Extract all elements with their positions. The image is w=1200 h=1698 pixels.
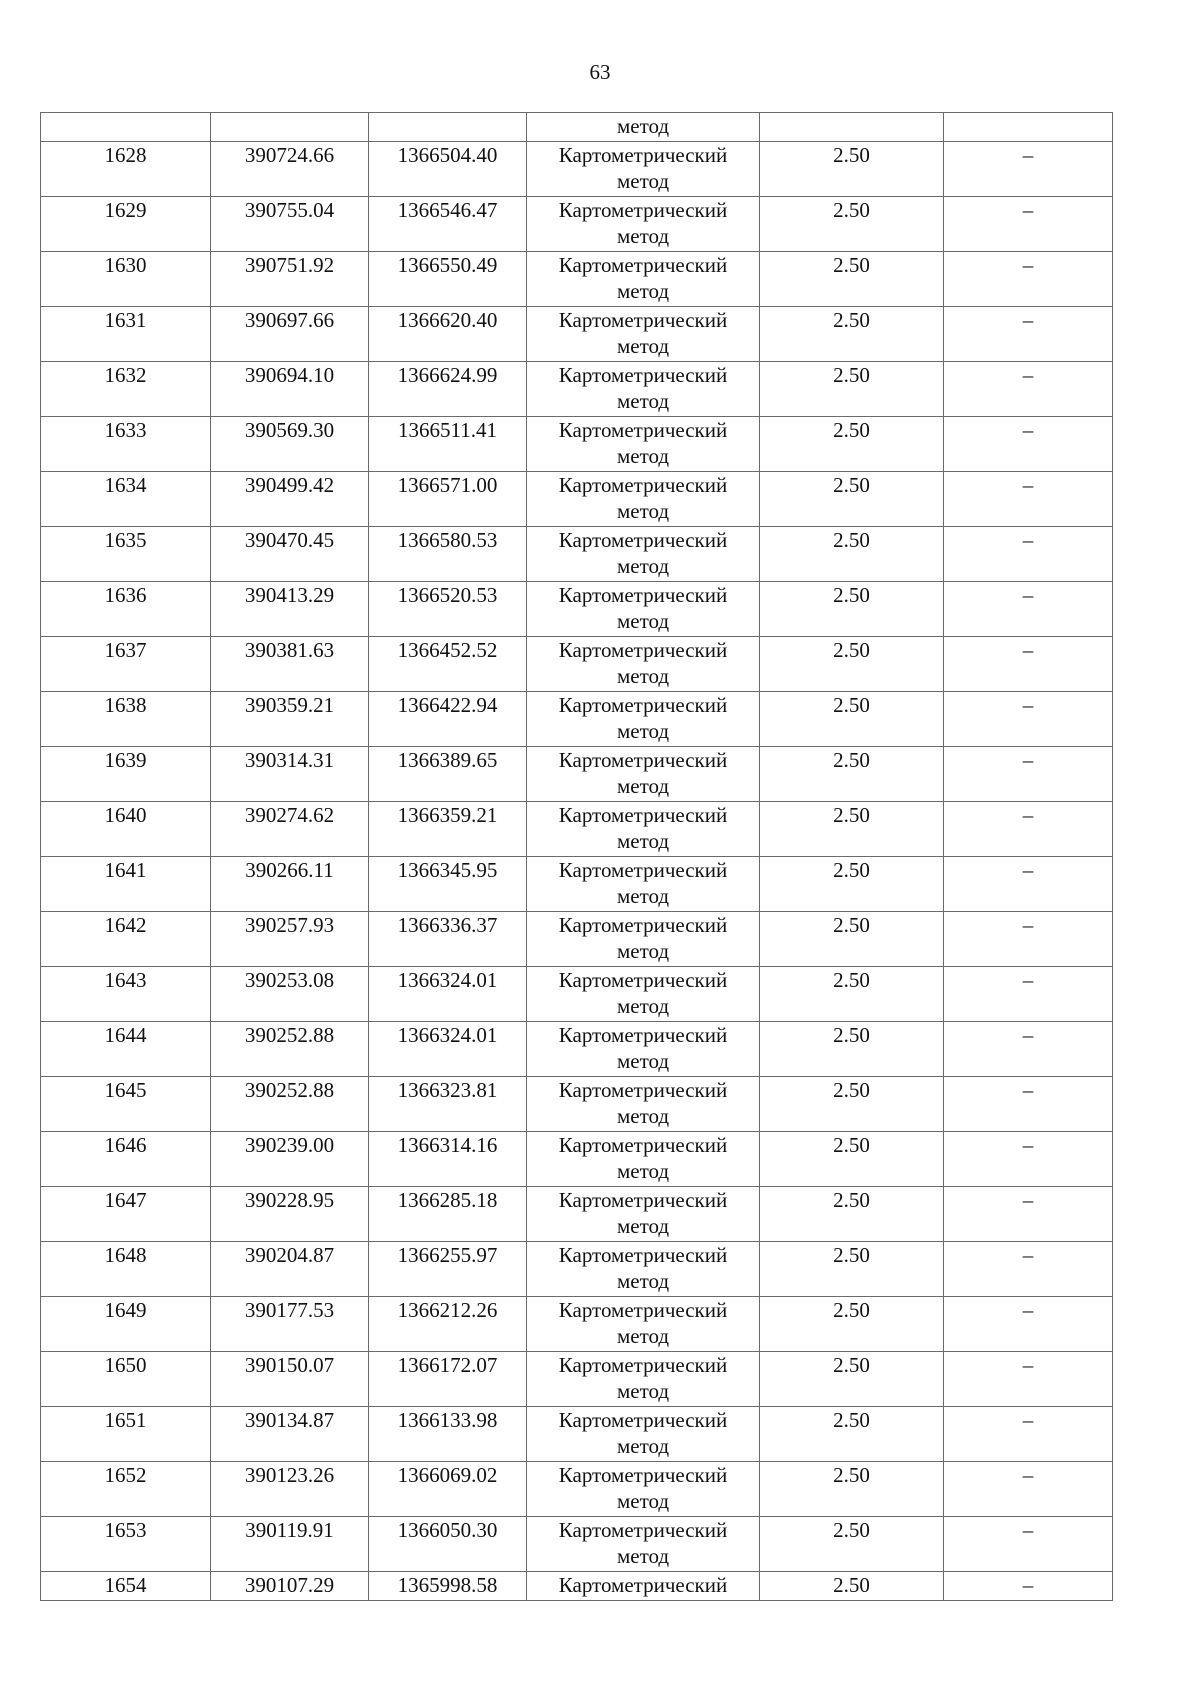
- method-line-2: метод: [616, 279, 670, 303]
- cell-point: 1641: [41, 857, 211, 912]
- method-line-2: метод: [616, 1214, 670, 1238]
- method-line-2: метод: [616, 1159, 670, 1183]
- continuation-row: [41, 113, 1113, 142]
- cell-note: –: [944, 307, 1113, 362]
- table-row: [41, 527, 1113, 582]
- method-line-2: метод: [616, 334, 670, 358]
- cell-y: 1366580.53: [369, 527, 527, 582]
- cell-note: –: [944, 472, 1113, 527]
- cell-precision: 2.50: [760, 1022, 944, 1077]
- cell-precision: 2.50: [760, 1297, 944, 1352]
- cell-x: 390413.29: [211, 582, 369, 637]
- table-row: [41, 1517, 1113, 1572]
- cell-precision: 2.50: [760, 1517, 944, 1572]
- cell-method: [527, 1407, 760, 1462]
- method-line-2: метод: [616, 1544, 670, 1568]
- cell-note: –: [944, 692, 1113, 747]
- cell-method: метод: [527, 113, 760, 142]
- cell-point: 1646: [41, 1132, 211, 1187]
- method-line-1: Картометрический: [558, 143, 728, 167]
- method-line-1: Картометрический: [558, 1023, 728, 1047]
- method-line-2: метод: [616, 939, 670, 963]
- cell-note: –: [944, 362, 1113, 417]
- method-line-1: Картометрический: [558, 253, 728, 277]
- cell-point: 1643: [41, 967, 211, 1022]
- cell-precision: 2.50: [760, 1132, 944, 1187]
- table-row: [41, 1022, 1113, 1077]
- cell-y: 1366624.99: [369, 362, 527, 417]
- cell-y: 1366285.18: [369, 1187, 527, 1242]
- table-row: [41, 912, 1113, 967]
- cell-point: 1653: [41, 1517, 211, 1572]
- cell-point: [41, 113, 211, 142]
- cell-x: 390239.00: [211, 1132, 369, 1187]
- cell-point: 1647: [41, 1187, 211, 1242]
- cell-note: –: [944, 1242, 1113, 1297]
- cell-precision: 2.50: [760, 527, 944, 582]
- table-row: [41, 747, 1113, 802]
- table-row: [41, 252, 1113, 307]
- cell-note: –: [944, 1077, 1113, 1132]
- method-line-2: метод: [616, 444, 670, 468]
- cell-note: [944, 113, 1113, 142]
- table-row: [41, 582, 1113, 637]
- cell-precision: 2.50: [760, 637, 944, 692]
- cell-y: 1366323.81: [369, 1077, 527, 1132]
- method-line-2: метод: [616, 609, 670, 633]
- cell-y: 1366504.40: [369, 142, 527, 197]
- method-line-2: метод: [616, 1104, 670, 1128]
- method-line-2: метод: [616, 1434, 670, 1458]
- cell-x: 390266.11: [211, 857, 369, 912]
- method-line-1: Картометрический: [558, 1463, 728, 1487]
- cell-x: 390123.26: [211, 1462, 369, 1517]
- method-line-1: Картометрический: [558, 1133, 728, 1157]
- table-row: [41, 1572, 1113, 1601]
- table-row: [41, 967, 1113, 1022]
- cell-note: –: [944, 1517, 1113, 1572]
- cell-x: 390253.08: [211, 967, 369, 1022]
- cell-note: –: [944, 802, 1113, 857]
- table-row: [41, 1407, 1113, 1462]
- cell-precision: 2.50: [760, 912, 944, 967]
- cell-y: 1366422.94: [369, 692, 527, 747]
- cell-x: 390274.62: [211, 802, 369, 857]
- table-row: [41, 1242, 1113, 1297]
- cell-point: 1638: [41, 692, 211, 747]
- cell-precision: 2.50: [760, 362, 944, 417]
- cell-y: 1366359.21: [369, 802, 527, 857]
- cell-point: 1649: [41, 1297, 211, 1352]
- method-line-1: Картометрический: [558, 1298, 728, 1322]
- method-line-1: Картометрический: [558, 418, 728, 442]
- cell-method: [527, 1187, 760, 1242]
- cell-point: 1629: [41, 197, 211, 252]
- cell-x: 390751.92: [211, 252, 369, 307]
- method-line-2: метод: [616, 719, 670, 743]
- table-body: [41, 113, 1113, 1601]
- cell-y: 1366133.98: [369, 1407, 527, 1462]
- cell-point: 1633: [41, 417, 211, 472]
- cell-precision: 2.50: [760, 1242, 944, 1297]
- cell-method: [527, 142, 760, 197]
- cell-note: –: [944, 1187, 1113, 1242]
- cell-y: 1366336.37: [369, 912, 527, 967]
- cell-method: [527, 197, 760, 252]
- cell-point: 1635: [41, 527, 211, 582]
- method-line-1: Картометрический: [558, 1408, 728, 1432]
- cell-x: 390119.91: [211, 1517, 369, 1572]
- cell-y: 1366389.65: [369, 747, 527, 802]
- cell-note: –: [944, 967, 1113, 1022]
- table-row: [41, 362, 1113, 417]
- cell-y: 1366550.49: [369, 252, 527, 307]
- cell-method: [527, 802, 760, 857]
- cell-y: 1366571.00: [369, 472, 527, 527]
- cell-precision: 2.50: [760, 417, 944, 472]
- table-row: [41, 857, 1113, 912]
- cell-x: [211, 113, 369, 142]
- cell-x: 390150.07: [211, 1352, 369, 1407]
- cell-precision: 2.50: [760, 1077, 944, 1132]
- method-line-2: метод: [616, 664, 670, 688]
- page-number: 63: [589, 60, 611, 84]
- cell-method: [527, 692, 760, 747]
- cell-note: –: [944, 857, 1113, 912]
- method-line-1: Картометрический: [558, 748, 728, 772]
- cell-point: 1648: [41, 1242, 211, 1297]
- cell-y: 1366172.07: [369, 1352, 527, 1407]
- cell-point: 1636: [41, 582, 211, 637]
- cell-note: –: [944, 1572, 1113, 1601]
- cell-x: 390470.45: [211, 527, 369, 582]
- cell-note: –: [944, 1297, 1113, 1352]
- method-line-2: метод: [616, 774, 670, 798]
- cell-x: 390694.10: [211, 362, 369, 417]
- cell-x: 390252.88: [211, 1077, 369, 1132]
- cell-precision: 2.50: [760, 1352, 944, 1407]
- method-line-1: Картометрический: [558, 1188, 728, 1212]
- method-line-2: метод: [616, 1269, 670, 1293]
- cell-precision: 2.50: [760, 197, 944, 252]
- cell-point: 1650: [41, 1352, 211, 1407]
- cell-precision: 2.50: [760, 307, 944, 362]
- cell-point: 1628: [41, 142, 211, 197]
- cell-note: –: [944, 417, 1113, 472]
- cell-x: 390134.87: [211, 1407, 369, 1462]
- cell-note: –: [944, 747, 1113, 802]
- cell-method: [527, 1517, 760, 1572]
- cell-note: –: [944, 1462, 1113, 1517]
- cell-point: 1654: [41, 1572, 211, 1601]
- cell-precision: 2.50: [760, 967, 944, 1022]
- method-line-2: метод: [616, 994, 670, 1018]
- cell-method: [527, 1572, 760, 1601]
- cell-point: 1634: [41, 472, 211, 527]
- cell-precision: 2.50: [760, 1187, 944, 1242]
- method-line-1: Картометрический: [558, 693, 728, 717]
- cell-y: [369, 113, 527, 142]
- method-line-1: Картометрический: [558, 1078, 728, 1102]
- method-line-2: метод: [616, 1324, 670, 1348]
- cell-x: 390755.04: [211, 197, 369, 252]
- method-line-1: Картометрический: [558, 1243, 728, 1267]
- method-line-2: метод: [616, 224, 670, 248]
- method-line-2: метод: [616, 1049, 670, 1073]
- table-row: [41, 197, 1113, 252]
- cell-method: [527, 967, 760, 1022]
- cell-x: 390252.88: [211, 1022, 369, 1077]
- cell-precision: [760, 113, 944, 142]
- table-row: [41, 1462, 1113, 1517]
- cell-precision: 2.50: [760, 802, 944, 857]
- method-line-1: Картометрический: [558, 858, 728, 882]
- cell-precision: 2.50: [760, 1462, 944, 1517]
- table-row: [41, 802, 1113, 857]
- cell-x: 390359.21: [211, 692, 369, 747]
- cell-note: –: [944, 637, 1113, 692]
- cell-y: 1365998.58: [369, 1572, 527, 1601]
- cell-note: –: [944, 252, 1113, 307]
- cell-note: –: [944, 527, 1113, 582]
- cell-method: [527, 582, 760, 637]
- cell-precision: 2.50: [760, 747, 944, 802]
- cell-y: 1366255.97: [369, 1242, 527, 1297]
- cell-precision: 2.50: [760, 857, 944, 912]
- cell-precision: 2.50: [760, 1407, 944, 1462]
- table-row: [41, 1352, 1113, 1407]
- cell-method: [527, 747, 760, 802]
- cell-note: –: [944, 1352, 1113, 1407]
- method-line-1: Картометрический: [558, 473, 728, 497]
- method-line-1: Картометрический: [558, 363, 728, 387]
- cell-x: 390499.42: [211, 472, 369, 527]
- cell-precision: 2.50: [760, 252, 944, 307]
- cell-method: [527, 417, 760, 472]
- method-line-1: Картометрический: [558, 803, 728, 827]
- cell-point: 1652: [41, 1462, 211, 1517]
- method-line-2: метод: [616, 884, 670, 908]
- coordinates-table: [40, 112, 1113, 1601]
- cell-x: 390204.87: [211, 1242, 369, 1297]
- cell-method: [527, 1242, 760, 1297]
- method-line-1: Картометрический: [558, 968, 728, 992]
- cell-precision: 2.50: [760, 692, 944, 747]
- method-line-1: Картометрический: [558, 913, 728, 937]
- cell-y: 1366212.26: [369, 1297, 527, 1352]
- cell-x: 390107.29: [211, 1572, 369, 1601]
- cell-x: 390257.93: [211, 912, 369, 967]
- cell-method: [527, 1132, 760, 1187]
- cell-point: 1651: [41, 1407, 211, 1462]
- method-line-2: метод: [616, 829, 670, 853]
- cell-point: 1639: [41, 747, 211, 802]
- cell-precision: 2.50: [760, 1572, 944, 1601]
- table-row: [41, 1077, 1113, 1132]
- method-line-1: Картометрический: [558, 528, 728, 552]
- cell-precision: 2.50: [760, 142, 944, 197]
- cell-method: [527, 912, 760, 967]
- table-row: [41, 142, 1113, 197]
- cell-point: 1632: [41, 362, 211, 417]
- cell-y: 1366452.52: [369, 637, 527, 692]
- cell-y: 1366314.16: [369, 1132, 527, 1187]
- cell-method: [527, 362, 760, 417]
- cell-precision: 2.50: [760, 472, 944, 527]
- cell-note: –: [944, 912, 1113, 967]
- cell-x: 390697.66: [211, 307, 369, 362]
- cell-y: 1366511.41: [369, 417, 527, 472]
- method-line-1: Картометрический: [558, 1573, 728, 1597]
- method-line-1: Картометрический: [558, 1518, 728, 1542]
- cell-x: 390177.53: [211, 1297, 369, 1352]
- cell-method: [527, 1462, 760, 1517]
- table-row: [41, 307, 1113, 362]
- cell-y: 1366620.40: [369, 307, 527, 362]
- method-line-1: Картометрический: [558, 1353, 728, 1377]
- cell-point: 1640: [41, 802, 211, 857]
- cell-note: –: [944, 197, 1113, 252]
- cell-point: 1644: [41, 1022, 211, 1077]
- cell-x: 390569.30: [211, 417, 369, 472]
- cell-method: [527, 857, 760, 912]
- table-row: [41, 1297, 1113, 1352]
- cell-method: [527, 307, 760, 362]
- table-row: [41, 472, 1113, 527]
- method-line-1: Картометрический: [558, 638, 728, 662]
- cell-y: 1366324.01: [369, 1022, 527, 1077]
- cell-precision: 2.50: [760, 582, 944, 637]
- table-row: [41, 692, 1113, 747]
- cell-y: 1366546.47: [369, 197, 527, 252]
- cell-y: 1366520.53: [369, 582, 527, 637]
- cell-note: –: [944, 582, 1113, 637]
- cell-point: 1631: [41, 307, 211, 362]
- method-line-2: метод: [616, 499, 670, 523]
- method-line-2: метод: [616, 1379, 670, 1403]
- cell-method: [527, 637, 760, 692]
- table-row: [41, 417, 1113, 472]
- table-row: [41, 637, 1113, 692]
- table-row: [41, 1187, 1113, 1242]
- cell-point: 1642: [41, 912, 211, 967]
- method-line-2: метод: [616, 389, 670, 413]
- cell-note: –: [944, 142, 1113, 197]
- cell-x: 390228.95: [211, 1187, 369, 1242]
- cell-x: 390314.31: [211, 747, 369, 802]
- cell-note: –: [944, 1022, 1113, 1077]
- cell-point: 1645: [41, 1077, 211, 1132]
- method-line-2: метод: [616, 1489, 670, 1513]
- cell-x: 390381.63: [211, 637, 369, 692]
- cell-method: [527, 527, 760, 582]
- cell-method: [527, 472, 760, 527]
- table-row: [41, 1132, 1113, 1187]
- cell-method: [527, 1022, 760, 1077]
- cell-y: 1366345.95: [369, 857, 527, 912]
- cell-method: [527, 1352, 760, 1407]
- cell-note: –: [944, 1132, 1113, 1187]
- method-line-2: метод: [616, 169, 670, 193]
- cell-y: 1366069.02: [369, 1462, 527, 1517]
- cell-method: [527, 252, 760, 307]
- cell-method: [527, 1077, 760, 1132]
- method-line-1: Картометрический: [558, 583, 728, 607]
- cell-y: 1366324.01: [369, 967, 527, 1022]
- method-line-2: метод: [616, 554, 670, 578]
- cell-point: 1637: [41, 637, 211, 692]
- cell-y: 1366050.30: [369, 1517, 527, 1572]
- cell-method: [527, 1297, 760, 1352]
- cell-x: 390724.66: [211, 142, 369, 197]
- cell-point: 1630: [41, 252, 211, 307]
- cell-note: –: [944, 1407, 1113, 1462]
- method-line-1: Картометрический: [558, 308, 728, 332]
- method-line-1: Картометрический: [558, 198, 728, 222]
